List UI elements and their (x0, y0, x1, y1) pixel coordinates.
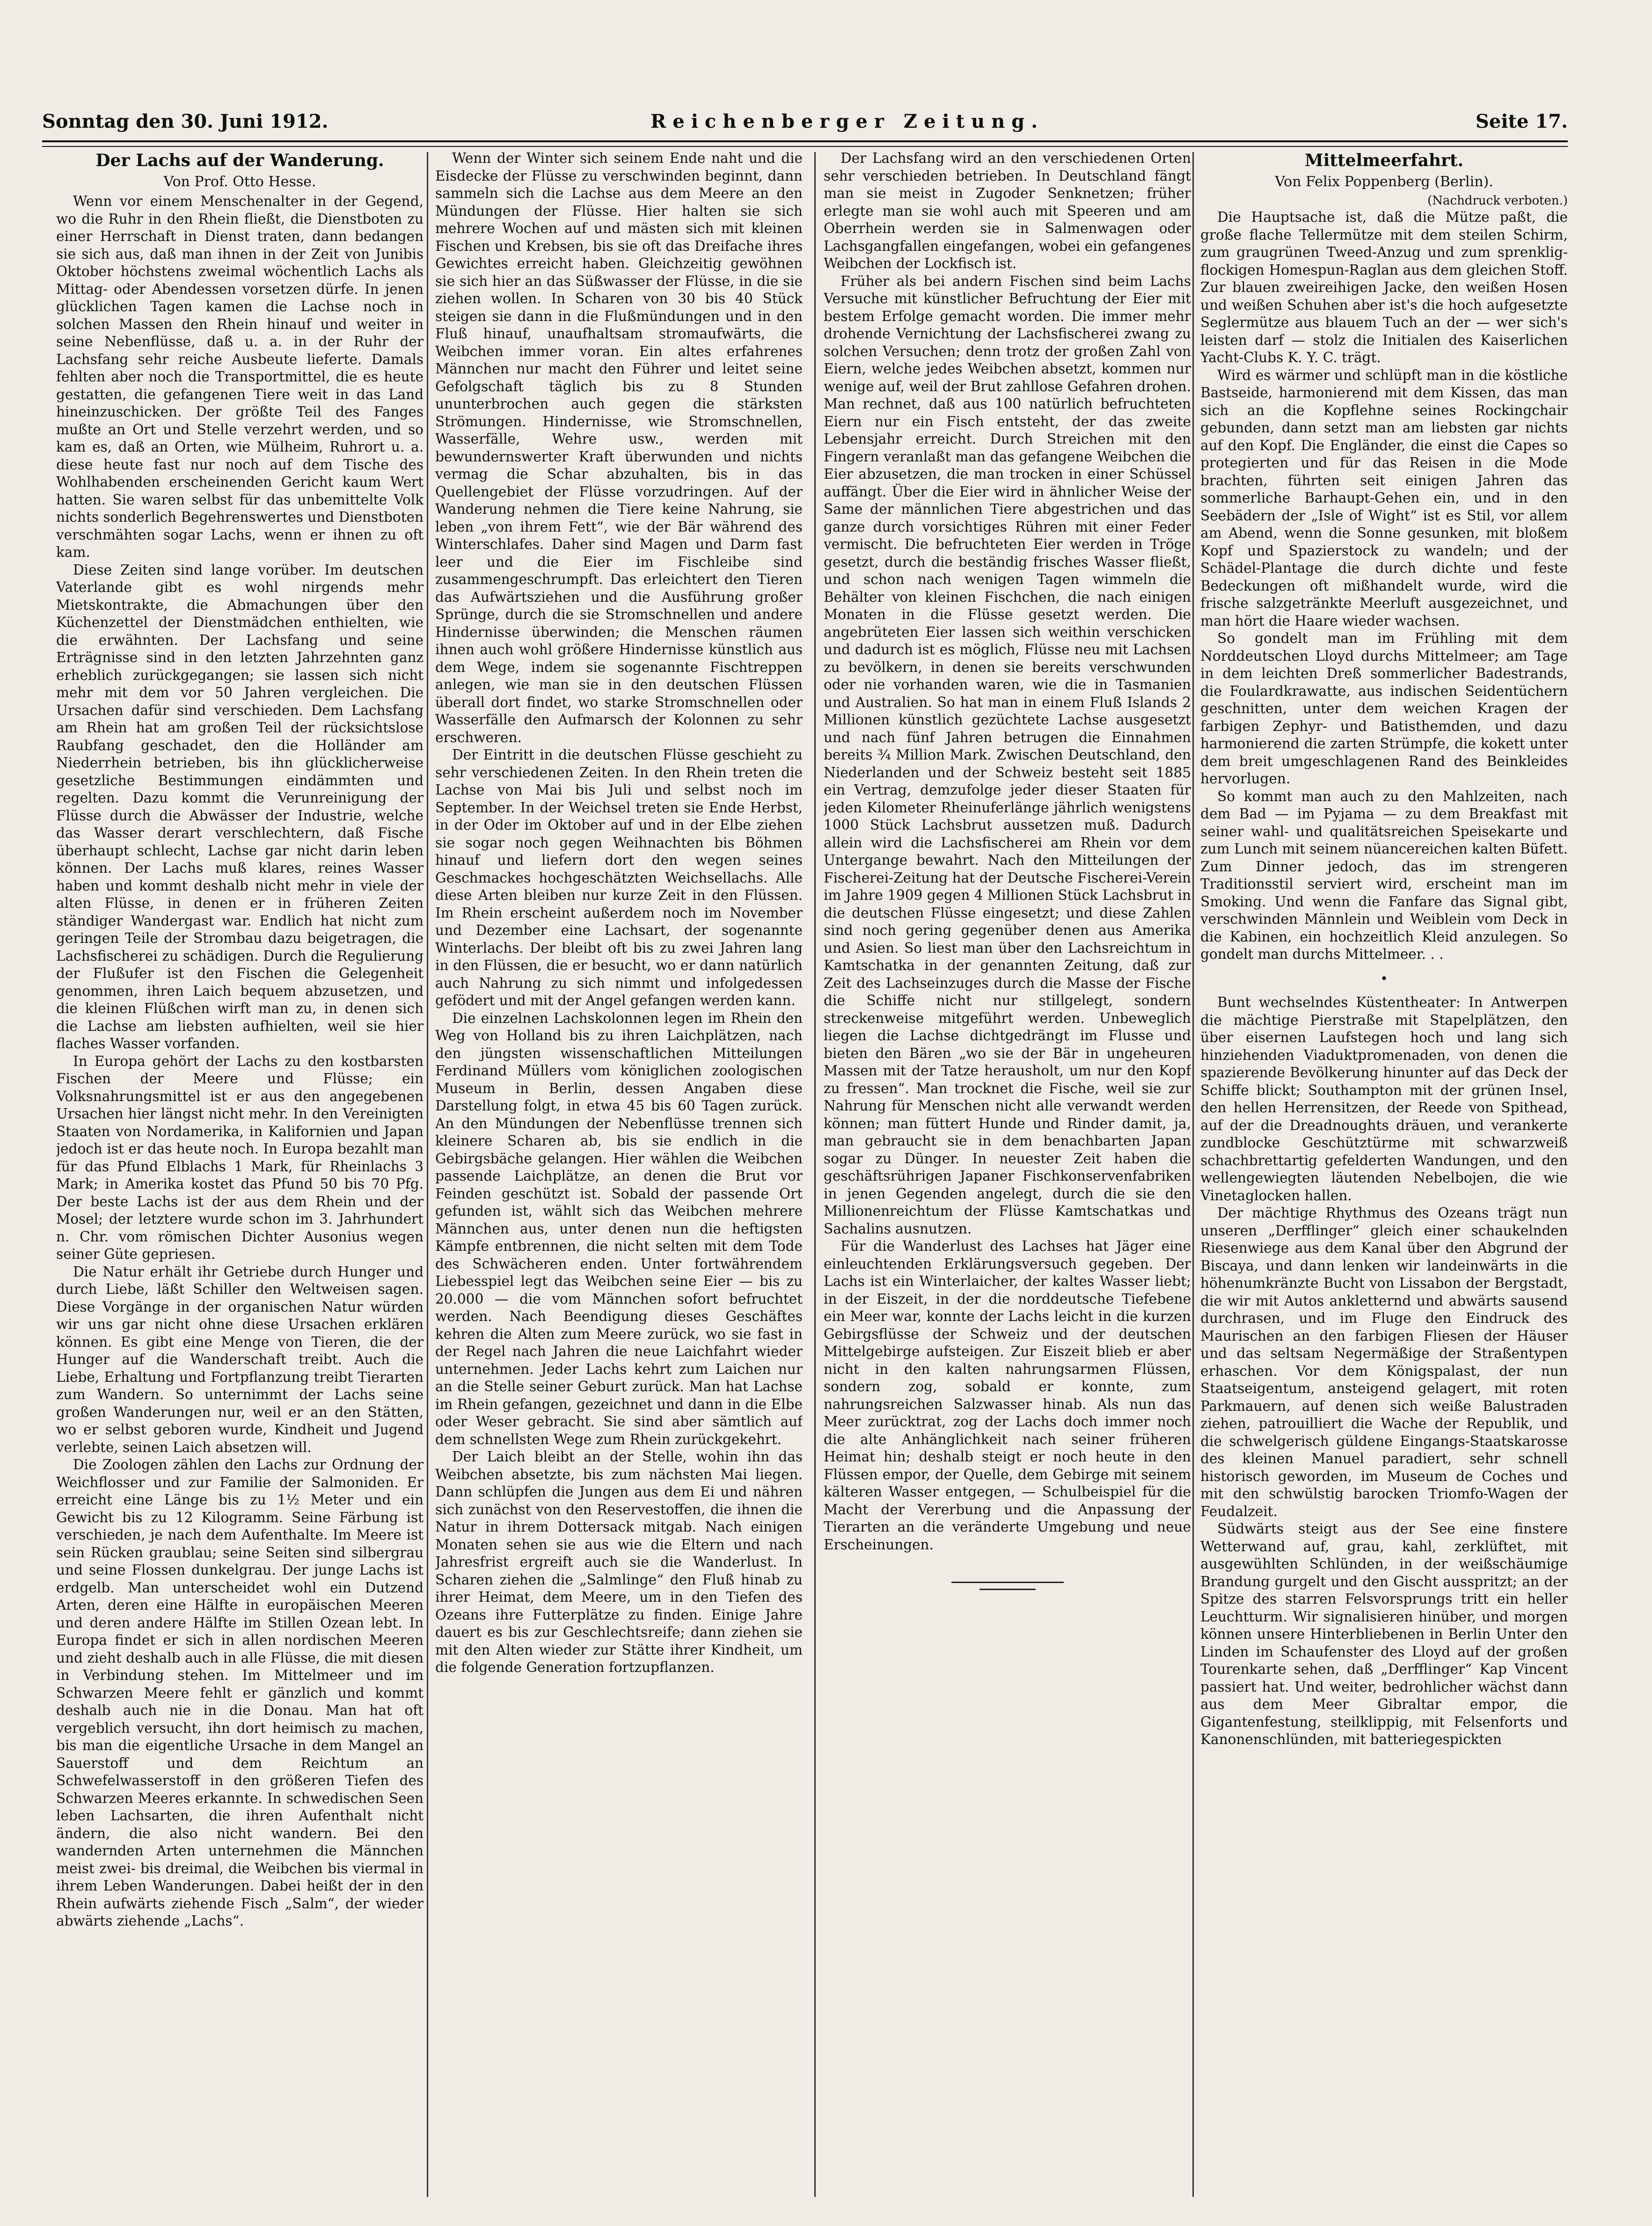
newspaper-name: Reichenberger Zeitung. (651, 110, 1045, 132)
article-end-rule (951, 1582, 1064, 1583)
paragraph: Diese Zeiten sind lange vorüber. Im deutschen Vaterlande gibt es wohl nirgends mehr Mietskontrakte, die Abmachungen über den Küchenzettel der Dienstmädchen enthielten, wie die erwähnten. Der Lachsfang und seine Erträgnisse sind in den letzten Jahrzehnten ganz erheblich zurückgegangen; sie lassen sich nicht mehr mit dem vor 50 Jahren vergleichen. Die Ursachen dafür sind verschieden. Dem Lachsfang am Rhein hat am großen Teil der rücksichtslose Raubfang geschadet, den die Holländer am Niederrhein betrieben, bis ihn glücklicherweise gesetzliche Bestimmungen eindämmten und regelten. Dazu kommt die Verunreinigung der Flüsse durch die Abwässer der Industrie, welche das Wasser derart verschlechtern, daß Fische überhaupt schlecht, Lachse gar nicht darin leben können. Der Lachs muß klares, reines Wasser haben und kommt deshalb nicht mehr in viele der alten Flüsse, in denen er in früheren Zeiten ständiger Wandergast war. Endlich hat nicht zum geringen Teile der Strombau dazu beigetragen, die Lachsfischerei zu schädigen. Durch die Regulierung der Flußufer ist den Fischen die Gelegenheit genommen, ihren Laich bequem abzusetzen, und die kleinen Flüßchen wirft man zu, in denen sich die Lachse am liebsten aufhielten, weil sie hier flaches Wasser vorfanden. (56, 562, 424, 1051)
article-byline: Von Felix Poppenberg (Berlin). (1275, 174, 1493, 190)
page-number: Seite 17. (1476, 110, 1568, 132)
article-end-rule (980, 1589, 1036, 1590)
paragraph: Wird es wärmer und schlüpft man in die köstliche Bastseide, harmonierend mit dem Kissen, das man sich an die Kopflehne seines Rockingchair gebunden, dann setzt man am liebsten gar nichts auf den Kopf. Die Engländer, die einst die Capes so protegierten und für das Reisen in die Mode brachten, führten seit einigen Jahren das sommerliche Barhaupt-Gehen ein, und in den Seebädern der „Isle of Wight“ ist es Stil, vor allem am Abend, wenn die Sonne gesunken, mit bloßem Kopf und Spazierstock zu wandeln; und der Schädel-Plantage die durch dichte und feste Bedeckungen oft mißhandelt wurde, wird die frische salzgetränkte Meerluft ausgezeichnet, und man hört die Haare wieder wachsen. (1200, 367, 1568, 629)
paragraph: Die Hauptsache ist, daß die Mütze paßt, die große flache Tellermütze mit dem steilen Schirm, zum graugrünen Tweed-Anzug und zum sprenklig-flockigen Homespun-Raglan aus dem gleichen Stoff. Zur blauen zweireihigen Jacke, den weißen Hosen und weißen Schuhen aber ist's die hoch aufgesetzte Seglermütze aus blauem Tuch an der — wer sich's leisten darf — stolz die Initialen des Kaiserlichen Yacht-Clubs K. Y. C. trägt. (1200, 209, 1568, 365)
paragraph: So kommt man auch zu den Mahlzeiten, nach dem Bad — im Pyjama — zu dem Breakfast mit seiner wahl- und qualitätsreichen Speisekarte und zum Lunch mit seinem nüancereichen kalten Büfett. Zum Dinner jedoch, das im strengeren Traditionsstil serviert wird, erscheint man im Smoking. Und wenn die Fanfare das Signal gibt, verschwinden Männlein und Weiblein vom Deck in die Kabinen, ein hochzeitlich Kleid anzulegen. So gondelt man durchs Mittelmeer. . . (1200, 788, 1568, 962)
paragraph: In Europa gehört der Lachs zu den kostbarsten Fischen der Meere und Flüsse; ein Volksnahrungsmittel ist er aus den angegebenen Ursachen hier längst nicht mehr. In den Vereinigten Staaten von Nordamerika, in Kalifornien und Japan jedoch ist er das heute noch. In Europa bezahlt man für das Pfund Elblachs 1 Mark, für Rheinlachs 3 Mark; in Amerika kostet das Pfund 50 bis 70 Pfg. Der beste Lachs ist der aus dem Rhein und der Mosel; der letztere wurde schon im 3. Jahrhundert n. Chr. vom römischen Dichter Ausonius wegen seiner Güte gepriesen. (56, 1053, 424, 1262)
column-divider (814, 152, 816, 2197)
column-3 (824, 150, 1191, 2199)
header-rule (42, 140, 1568, 147)
column-divider (1192, 152, 1194, 2197)
paragraph: Früher als bei andern Fischen sind beim Lachs Versuche mit künstlicher Befruchtung der Eier mit bestem Erfolge gemacht worden. Die immer mehr drohende Vernichtung der Lachsfischerei zwang zu solchen Versuchen; denn trotz der großen Zahl von Eiern, welche jedes Weibchen absetzt, kommen nur wenige auf, weil der Brut zahllose Gefahren drohen. Man rechnet, daß aus 100 natürlich befruchteten Eiern nur ein Fisch entsteht, der das zweite Lebensjahr erreicht. Durch Streichen mit den Fingern veranlaßt man das gefangene Weibchen die Eier abzusetzen, die man trocken in einer Schüssel auffängt. Über die Eier wird in ähnlicher Weise der Same der männlichen Tiere abgestrichen und das ganze durch vorsichtiges Rühren mit einer Feder vermischt. Die befruchteten Eier werden in Tröge gesetzt, durch die beständig frisches Wasser fließt, und schon nach wenigen Tagen wimmeln die Behälter von kleinen Fischchen, die nach einigen Monaten in die Flüsse gesetzt werden. Die angebrüteten Eier lassen sich weithin verschicken und dadurch ist es möglich, Flüsse neu mit Lachsen zu bevölkern, in denen sie bereits verschwunden oder nie vorhanden waren, wie die in Tasmanien und Australien. So hat man in einem Fluß Islands 2 Millionen künstlich gezüchtete Lachse ausgesetzt und nach fünf Jahren betrugen die Einnahmen bereits ¾ Million Mark. Zwischen Deutschland, den Niederlanden und der Schweiz besteht seit 1885 ein Vertrag, demzufolge jeder dieser Staaten für jeden Kilometer Rheinuferlänge jährlich wenigstens 1000 Stück Lachsbrut aussetzen muß. Dadurch allein wird die Lachsfischerei am Rhein vor dem Untergange bewahrt. Nach den Mitteilungen der Fischerei-Zeitung hat der Deutsche Fischerei-Verein im Jahre 1909 gegen 4 Millionen Stück Lachsbrut in die deutschen Flüsse eingesetzt; und diese Zahlen sind noch gering gegenüber denen aus Amerika und Asien. So liest man über den Lachsreichtum in Kamtschatka in der genannten Zeitung, daß zur Zeit des Lachseinzuges durch die Masse der Fische die Schiffe nicht nur stillgelegt, sondern streckenweise mitgeführt werden. Unbeweglich liegen die Lachse dichtgedrängt im Flusse und bieten den Bären „wo sie der Bär in ungeheuren Massen mit der Tatze herausholt, um nur den Kopf zu fressen“. Man trocknet die Fische, weil sie zur Nahrung für Menschen nicht alle verwandt werden können; man füttert Hunde und Rinder damit, ja, man gebraucht sie in dem benachbarten Japan sogar zu Dünger. In neuester Zeit haben die geschäftsrührigen Japaner Fischkonservenfabriken in jenen Gegenden angelegt, durch die sie den Millionenreichtum der Flüsse Kamtschatkas und Sachalins ausnutzen. (824, 273, 1191, 1237)
paragraph: So gondelt man im Frühling mit dem Norddeutschen Lloyd durchs Mittelmeer; am Tage in dem leichten Dreß sommerlicher Badestrands, die Foulardkrawatte, aus indischen Seidentüchern geschnitten, unter dem weichen Kragen der farbigen Zephyr- und Batisthemden, und dazu harmonierend die zarten Strümpfe, die kokett unter dem breit umgeschlagenen Rand des Beinkleides hervorlugen. (1200, 630, 1568, 787)
paragraph: Bunt wechselndes Küstentheater: In Antwerpen die mächtige Pierstraße mit Stapelplätzen, den über eisernen Laufstegen hoch und lang sich hinziehenden Viaduktpromenaden, von denen die spazierende Bevölkerung hinunter auf das Deck der Schiffe blickt; Southampton mit der grünen Insel, den hellen Herrensitzen, der Reede von Spithead, auf der die Dreadnoughts dräuen, und verankerte zundblocke Geschütztürme mit schwarzweiß schachbrettartig gefelderten Wandungen, und den wellengewiegten läutenden Nebelbojen, die wie Vinetaglocken hallen. (1200, 994, 1568, 1204)
page-header (42, 108, 1568, 140)
paragraph: Der Lachsfang wird an den verschiedenen Orten sehr verschieden betrieben. In Deutschland fängt man sie meist in Zugoder Senknetzen; früher erlegte man sie wohl auch mit Speeren und am Oberrhein werden sie in Salmenwagen oder Lachsgangfallen eingefangen, wobei ein gefangenes Weibchen der Lockfisch ist. (824, 150, 1191, 271)
section-separator: • (1380, 971, 1388, 986)
paragraph: Der Laich bleibt an der Stelle, wohin ihn das Weibchen absetzte, bis zum nächsten Mai liegen. Dann schlüpfen die Jungen aus dem Ei und nähren sich zunächst von den Reservestoffen, die ihnen die Natur in ihrem Dottersack mitgab. Nach einigen Monaten sehen sie aus wie die Eltern und nach Jahresfrist ergreift auch sie die Wanderlust. In Scharen ziehen die „Salmlinge“ den Fluß hinab zu ihrer Heimat, dem Meere, um in den Tiefen des Ozeans ihre Futterplätze zu finden. Einige Jahre dauert es bis zur Geschlechtsreife; dann ziehen sie mit den Alten wieder zur Stätte ihrer Kindheit, um die folgende Generation fortzupflanzen. (435, 1449, 803, 1675)
paragraph: Südwärts steigt aus der See eine finstere Wetterwand auf, grau, kahl, zerklüftet, mit ausgewühlten Schlünden, in der weißschäumige Brandung gurgelt und den Gischt ausspritzt; an der Spitze des starren Felsvorsprungs tritt ein heller Leuchtturm. Wir signalisieren hinüber, und morgen können unsere Hinterbliebenen in Berlin Unter den Linden im Schaufenster des Lloyd auf der großen Tourenkarte sehen, daß „Derfflinger“ Kap Vincent passiert hat. Und weiter, bedrohlicher wächst dann aus dem Meer Gibraltar empor, die Gigantenfestung, steilklippig, mit Felsenforts und Kanonenschlünden, mit batteriegespickten (1200, 1521, 1568, 1747)
paragraph: Wenn der Winter sich seinem Ende naht und die Eisdecke der Flüsse zu verschwinden beginnt, dann sammeln sich die Lachse aus dem Meere an den Mündungen der Flüsse. Hier halten sie sich mehrere Wochen auf und mästen sich mit kleinen Fischen und Krebsen, bis sie oft das Dreifache ihres Gewichtes erreicht haben. Gleichzeitig gewöhnen sie sich hier an das Süßwasser der Flüsse, in die sie ziehen wollen. In Scharen von 30 bis 40 Stück steigen sie dann in die Flußmündungen und in den Fluß hinauf, unaufhaltsam stromaufwärts, die Weibchen immer voran. Ein altes erfahrenes Männchen nur macht den Führer und leitet seine Gefolgschaft täglich bis zu 8 Stunden ununterbrochen auch gegen die stärksten Strömungen. Hindernisse, wie Stromschnellen, Wasserfälle, Wehre usw., werden mit bewundernswerter Kraft überwunden und nichts vermag die Schar abzuhalten, bis in das Quellengebiet der Flüsse vorzudringen. Auf der Wanderung nehmen die Tiere keine Nahrung, sie leben „von ihrem Fett“, wie der Bär während des Winterschlafes. Daher sind Magen und Darm fast leer und die Eier im Fischleibe sind zusammengeschrumpft. Das erleichtert den Tieren das Aufwärtsziehen und die Ausführung großer Sprünge, durch die sie Stromschnellen und andere Hindernisse überwinden; die Menschen räumen ihnen auch wohl größere Hindernisse künstlich aus dem Wege, indem sie sogenannte Fischtreppen anlegen, wie man sie in den deutschen Flüssen überall dort findet, wo starke Stromschnellen oder Wasserfälle den Aufmarsch der Kolonnen zu sehr erschweren. (435, 150, 803, 745)
column-4 (1200, 150, 1568, 2199)
paragraph: Die Natur erhält ihr Getriebe durch Hunger und durch Liebe, läßt Schiller den Weltweisen sagen. Diese Vorgänge in der organischen Natur würden wir uns gar nicht ohne diese Ursachen erklären können. Es gibt eine Menge von Tieren, die der Hunger auf die Wanderschaft treibt. Auch die Liebe, Erhaltung und Fortpflanzung treibt Tierarten zum Wandern. So unternimmt der Lachs seine großen Wanderungen nur, weil er an den Stätten, wo er selbst geboren wurde, Kindheit und Jugend verlebte, seinen Laich absetzen will. (56, 1263, 424, 1455)
article-title: Der Lachs auf der Wanderung. (95, 151, 384, 170)
article-byline: Von Prof. Otto Hesse. (163, 174, 316, 190)
paragraph: Der Eintritt in die deutschen Flüsse geschieht zu sehr verschiedenen Zeiten. In den Rhein treten die Lachse von Mai bis Juli und selbst noch im September. In der Weichsel treten sie Ende Herbst, in der Oder im Oktober auf und in der Elbe ziehen sie sogar noch gegen Weihnachten bis Böhmen hinauf und liefern dort den wegen seines Geschmackes hochgeschätzten Weichsellachs. Alle diese Arten bleiben nur kurze Zeit in den Flüssen. Im Rhein erscheint außerdem noch im November und Dezember eine Lachsart, der sogenannte Winterlachs. Der bleibt oft bis zu zwei Jahren lang in den Flüssen, die er besucht, wo er dann natürlich auch Nahrung zu sich nimmt und infolgedessen gefödert und mit der Angel gefangen werden kann. (435, 747, 803, 1008)
column-divider (427, 152, 428, 2197)
column-1 (56, 150, 424, 2199)
paragraph: Der mächtige Rhythmus des Ozeans trägt nun unseren „Derfflinger“ gleich einer schaukelnden Riesenwiege aus dem Kanal über den Abgrund der Biscaya, und dann lenken wir landeinwärts in die höhenumkränzte Bucht von Lissabon der Bergstadt, die wir mit Autos ankletternd und abwärts sausend durchrasen, und im Fluge den Eindruck des Maurischen an den farbigen Fliesen der Häuser und das seltsam Negermäßige der Straßentypen erhaschen. Vor dem Königspalast, der nun Staatseigentum, ansteigend gelagert, mit roten Parkmauern, auf denen sich weiße Balustraden ziehen, patrouilliert die Wache der Republik, und die schwelgerisch güldene Eingangs-Staatskarosse des kleinen Manuel paradiert, sehr schnell historisch geworden, im Museum de Coches und mit den schwülstig barocken Triomfo-Wagen der Feudalzeit. (1200, 1205, 1568, 1519)
column-2 (435, 150, 803, 2199)
paragraph: Die einzelnen Lachskolonnen legen im Rhein den Weg von Holland bis zu ihren Laichplätzen, nach den jüngsten wissenschaftlichen Mitteilungen Ferdinand Müllers vom königlichen zoologischen Museum in Berlin, dessen Angaben diese Darstellung folgt, in etwa 45 bis 60 Tagen zurück. An den Mündungen der Nebenflüsse trennen sich kleinere Scharen ab, bis sie endlich in die Gebirgsbäche gelangen. Hier wählen die Weibchen passende Laichplätze, an denen die Brut vor Feinden geschützt ist. Sobald der passende Ort gefunden ist, wählt sich das Weibchen mehrere Männchen aus, unter denen nun die heftigsten Kämpfe entbrennen, die nicht selten mit dem Tode des Schwächeren enden. Unter fortwährendem Liebesspiel legt das Weibchen seine Eier — bis zu 20.000 — die vom Männchen sofort befruchtet werden. Nach Beendigung dieses Geschäftes kehren die Alten zum Meere zurück, wo sie fast in der Regel nach Jahren die neue Laichfahrt wieder unternehmen. Jeder Lachs kehrt zum Laichen nur an die Stelle seiner Geburt zurück. Man hat Lachse im Rhein gefangen, gezeichnet und dann in die Elbe oder Weser gebracht. Sie sind aber sämtlich auf dem schnellsten Wege zum Rhein zurückgekehrt. (435, 1010, 803, 1447)
paragraph: Wenn vor einem Menschenalter in der Gegend, wo die Ruhr in den Rhein fließt, die Dienstboten zu einer Herrschaft in Dienst traten, dann bedangen sie sich aus, daß man ihnen in der Zeit von Junibis Oktober höchstens zweimal wöchentlich Lachs als Mittag- oder Abendessen vorsetzen dürfe. In jenen glücklichen Tagen kamen die Lachse noch in solchen Massen den Rhein hinauf und weiter in seine Nebenflüsse, daß u. a. in der Ruhr der Lachsfang sehr reiche Ausbeute lieferte. Damals fehlten aber noch die Transportmittel, die es heute gestatten, die gefangenen Tiere weit in das Land hineinzuschicken. Der größte Teil des Fanges mußte an Ort und Stelle verzehrt werden, und so kam es, daß an Orten, wie Mülheim, Ruhrort u. a. diese heute fast nur noch auf dem Tische des Wohlhabenden erscheinenden Gericht kaum Wert hatten. Sie waren selbst für das unbemittelte Volk nichts sonderlich Begehrenswertes und Dienstboten verschmähten sogar Lachs, wenn er ihnen zu oft kam. (56, 193, 424, 560)
paragraph: Für die Wanderlust des Lachses hat Jäger eine einleuchtenden Erklärungsversuch gegeben. Der Lachs ist ein Winterlaicher, der kaltes Wasser liebt; in der Eiszeit, in der die norddeutsche Tiefebene ein Meer war, konnte der Lachs leicht in die kurzen Gebirgsflüsse der Schweiz und der deutschen Mittelgebirge aufsteigen. Zur Eiszeit blieb er aber nicht in den kalten nahrungsarmen Flüssen, sondern zog, sobald er konnte, zum nahrungsreichen Salzwasser hinab. Als nun das Meer zurücktrat, zog der Lachs doch immer noch die alte Anhänglichkeit nach seiner früheren Heimat hin; deshalb steigt er noch heute in den Flüssen empor, der Quelle, dem Gebirge mit seinem kälteren Wasser entgegen, — Schulbeispiel für die Macht der Vererbung und die Anpassung der Tierarten an die veränderte Umgebung und neue Erscheinungen. (824, 1238, 1191, 1553)
issue-date: Sonntag den 30. Juni 1912. (42, 110, 329, 132)
paragraph: Die Zoologen zählen den Lachs zur Ordnung der Weichflosser und zur Familie der Salmoniden. Er erreicht eine Länge bis zu 1½ Meter und ein Gewicht bis zu 12 Kilogramm. Seine Färbung ist verschieden, je nach dem Aufenthalte. Im Meere ist sein Rücken graublau; seine Seiten sind silbergrau und seine Flossen dunkelgrau. Der junge Lachs ist erdgelb. Man unterscheidet wohl ein Dutzend Arten, deren eine Hälfte in europäischen Meeren und deren andere Hälfte im Stillen Ozean lebt. In Europa findet er sich in allen nordischen Meeren und zieht deshalb auch in alle Flüsse, die mit diesen in Verbindung stehen. Im Mittelmeer und im Schwarzen Meere fehlt er gänzlich und kommt deshalb auch nie in die Donau. Man hat oft vergeblich versucht, ihn dort heimisch zu machen, bis man die eigentliche Ursache in dem Mangel an Sauerstoff und dem Reichtum an Schwefelwasserstoff in den größeren Tiefen des Schwarzen Meeres erkannte. In schwedischen Seen leben Lachsarten, die ihren Aufenthalt nicht ändern, die also nicht wandern. Bei den wandernden Arten unternehmen die Männchen meist zwei- bis dreimal, die Weibchen bis viermal in ihrem Leben Wanderungen. Dabei heißt der in den Rhein aufwärts ziehende Fisch „Salm“, der wieder abwärts ziehende „Lachs“. (56, 1457, 424, 1929)
reprint-notice: (Nachdruck verboten.) (1427, 194, 1568, 208)
article-title: Mittelmeerfahrt. (1304, 151, 1464, 170)
